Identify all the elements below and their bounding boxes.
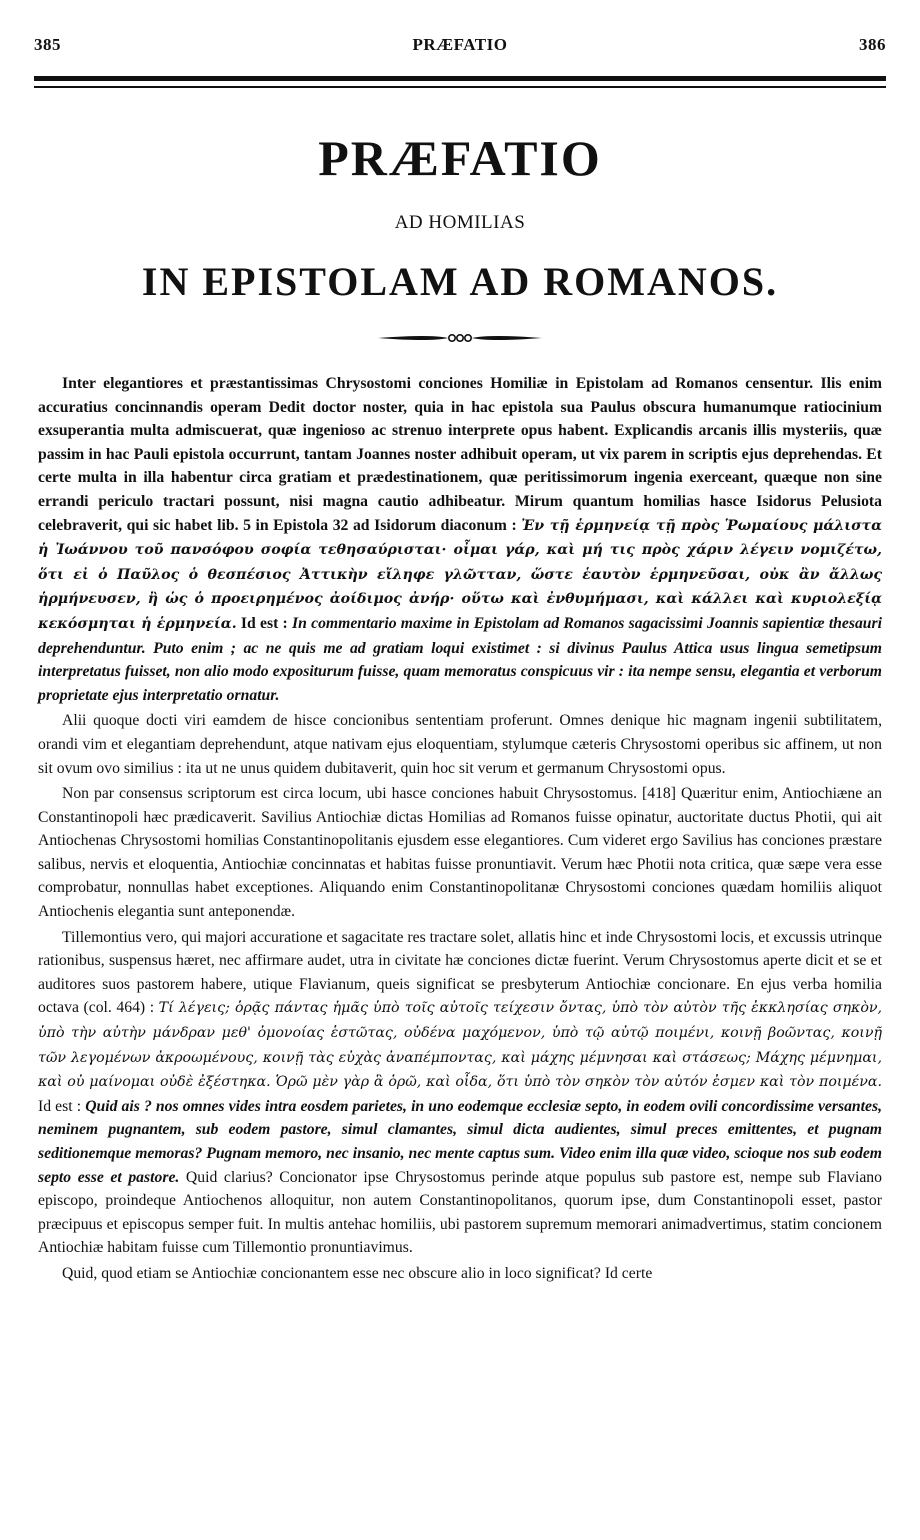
page-title: PRÆFATIO: [318, 130, 602, 186]
greek-quotation-1: Ἐν τῇ ἑρμηνείᾳ τῇ πρὸς Ῥωμαίους μάλιστα ἡ Ἰωάννου τοῦ πανσόφου σοφία τεθησαύρισται· οἶμαι γάρ, καὶ μή τις πρὸς χάριν λέγειν νομιζέτω, ὅτι εἰ ὁ Παῦλος ὁ θεσπέσιος Ἀττικὴν εἴληφε γλῶτταν, ὥστε ἑαυτὸν ἑρμηνεῦσαι, οὐκ ἂν ἄλλως ἡρμήνευσεν, ἢ ὡς ὁ προειρημένος ἀοίδιμος ἀνήρ· οὕτω καὶ ἐνθυμήμασι, καὶ κάλλει καὶ κυριολεξίᾳ κεκόσμηται ἡ ἑρμηνεία.: [38, 517, 882, 632]
greek-quotation-2: Τί λέγεις; ὁρᾷς πάντας ἡμᾶς ὑπὸ τοῖς αὐτοῖς τείχεσιν ὄντας, ὑπὸ τὸν αὐτὸν τῆς ἐκκλησίας σηκὸν, ὑπὸ τὴν αὐτὴν μάνδραν μεθ' ὁμονοίας ἑστῶτας, οὐδένα μαχόμενον, ὑπὸ τῷ αὐτῷ ποιμένι, κοινῇ βοῶντας, κοινῇ τῶν λεγομένων ἀκροωμένους, κοινῇ τὰς εὐχὰς ἀναπέμποντας, καὶ μάχης μέμνησαι καὶ στάσεως; Μάχης μέμνημαι, καὶ οὐ μαίνομαι οὐδὲ ἐξέστηκα. Ὁρῶ μὲν γὰρ ἃ ὁρῶ, καὶ οἶδα, ὅτι ὑπὸ τὸν σηκὸν τὸν αὐτόν ἐσμεν καὶ τὸν ποιμένα.: [38, 1000, 882, 1091]
page-second-title: IN EPISTOLAM AD ROMANOS.: [141, 259, 779, 304]
header-rule-thin: [34, 86, 886, 88]
running-head: [34, 30, 886, 60]
paragraph-1: [38, 372, 882, 707]
body-text: [38, 372, 882, 1526]
left-page-number: 385: [34, 35, 61, 54]
header-rule-thick: [34, 76, 886, 81]
latin-translation-1: In commentario maxime in Epistolam ad Romanos sagacissimi Joannis sapientiæ thesauri deprehenduntur. Puto enim ; ac ne quis me ad gratiam loqui existimet : si divinus Paulus Attica usus lingua semetipsum interpretatus fuisset, non alio modo expositurum fuisse, quam memoratus conspicuus vir : ita nempe sensu, elegantia et verborum proprietate ejus interpretatio ornatur.: [38, 614, 882, 704]
paragraph-3: Non par consensus scriptorum est circa locum, ubi hasce conciones habuit Chrysostomus. [418] Quæritur enim, Antiochiæne an Constantinopoli hæc prædicaverit. Savilius Antiochiæ dictas Homilias ad Romanos fuisse opinatur, auctoritate ductus Photii, qui ait Antiochenas Chrysostomi homilias Constantinopolitanis ejusdem esse elegantiores. Cum videret ergo Savilius has conciones præstare salibus, nervis et eloquentia, Antiochiæ concinnatas et habitas fuisse pronuntiavit. Verum hæc Photii nota critica, quæ sæpe vera esse comprobatur, nonnullas habet exceptiones. Aliquando enim Constantinopolitanæ Chrysostomi conciones quædam homiliis aliquot Antiochenis elegantia sunt anteponendæ.: [38, 785, 882, 921]
ornament-divider: [0, 328, 920, 348]
paragraph-5: Quid, quod etiam se Antiochiæ concionantem esse nec obscure alio in loco significat? Id certe: [62, 1264, 653, 1282]
paragraph-2: Alii quoque docti viri eamdem de hisce concionibus sententiam proferunt. Omnes denique hic magnam ingenii subtilitatem, orandi vim et elegantiam deprehendunt, atque nativam ejus eloquentiam, stylumque cæteris Chrysostomi operibus sic affinem, ut non sit ovum ovo similius : ita ut ne unus quidem dubitaverit, quin hoc sit verum et germanum Chrysostomi opus.: [38, 712, 882, 777]
running-title: PRÆFATIO: [412, 35, 508, 54]
paragraph-4: [38, 926, 882, 1260]
paragraph-4-text: Tillemontius vero, qui majori accuratione et sagacitate res tractare solet, allatis hinc et inde Chrysostomi locis, et excussis utrinque rationibus, suspensus hæret, nec affirmare audet, utra in civitate hæ conciones dictæ fuerint. Verum Chrysostomus aperte dicit et se et auditores suos pastorem habere, utique Flavianum, queis significat se presbyterum Antiochiæ concionare. En ejus verba homilia octava (col. 464) :: [38, 928, 882, 1017]
id-est-2: Id est :: [38, 1097, 82, 1115]
paragraph-1-text: Inter elegantiores et præstantissimas Chrysostomi conciones Homiliæ in Epistolam ad Romanos censentur. Ilis enim accuratius concinnandis operam Dedit doctor noster, quia in hac epistola sua Paulus obscura humanumque ratiocinium exsuperantia multa admiscuerat, quæ ingenioso ac strenuo interprete opus habent. Explicandis arcanis illis mysteriis, quæ passim in hac Pauli epistola occurrunt, tantam Joannes noster adhibuit operam, ut vix parem in scriptis ejus deprehendas. Et certe multa in illa habentur circa gratiam et prædestinationem, quæ peritissimorum ingenia exerceant, quæque non sine errandi periculo tractari possunt, nisi magna cautio adhibeatur. Mirum quantum homilias hasce Isidorus Pelusiota celebraverit, qui sic habet lib. 5 in Epistola 32 ad Isidorum diaconum :: [38, 375, 882, 534]
latin-translation-2: Quid ais ? nos omnes vides intra eosdem parietes, in uno eodemque ecclesiæ septo, in eodem ovili concordissime versantes, neminem pugnantem, sub eodem pastore, simul clamantes, simul dicta audientes, simul preces emittentes, et pugnam seditionemque memoras? Pugnam memoro, nec insanio, nec mente captus sum. Video enim illa quæ video, scioque nos sub eodem septo esse et pastore.: [38, 1097, 882, 1186]
right-page-number: 386: [858, 35, 886, 54]
page-subtitle: AD HOMILIAS: [394, 212, 526, 233]
id-est-1: Id est :: [240, 614, 288, 632]
paragraph-4-continuation: Quid clarius? Concionator ipse Chrysostomus perinde atque populus sub pastore est, nempe sub Flaviano episcopo, proindeque Antiochenos alloquitur, non autem Constantinopolitanos, quorum ipse, dum Constantinopoli esset, pastor præcipuus et episcopus semper fuit. In multis antehac homiliis, ubi pastorem supremum memorari animadvertimus, statim concionem Antiochiæ habitam fuisse cum Tillemontio pronuntiavimus.: [38, 1168, 882, 1257]
